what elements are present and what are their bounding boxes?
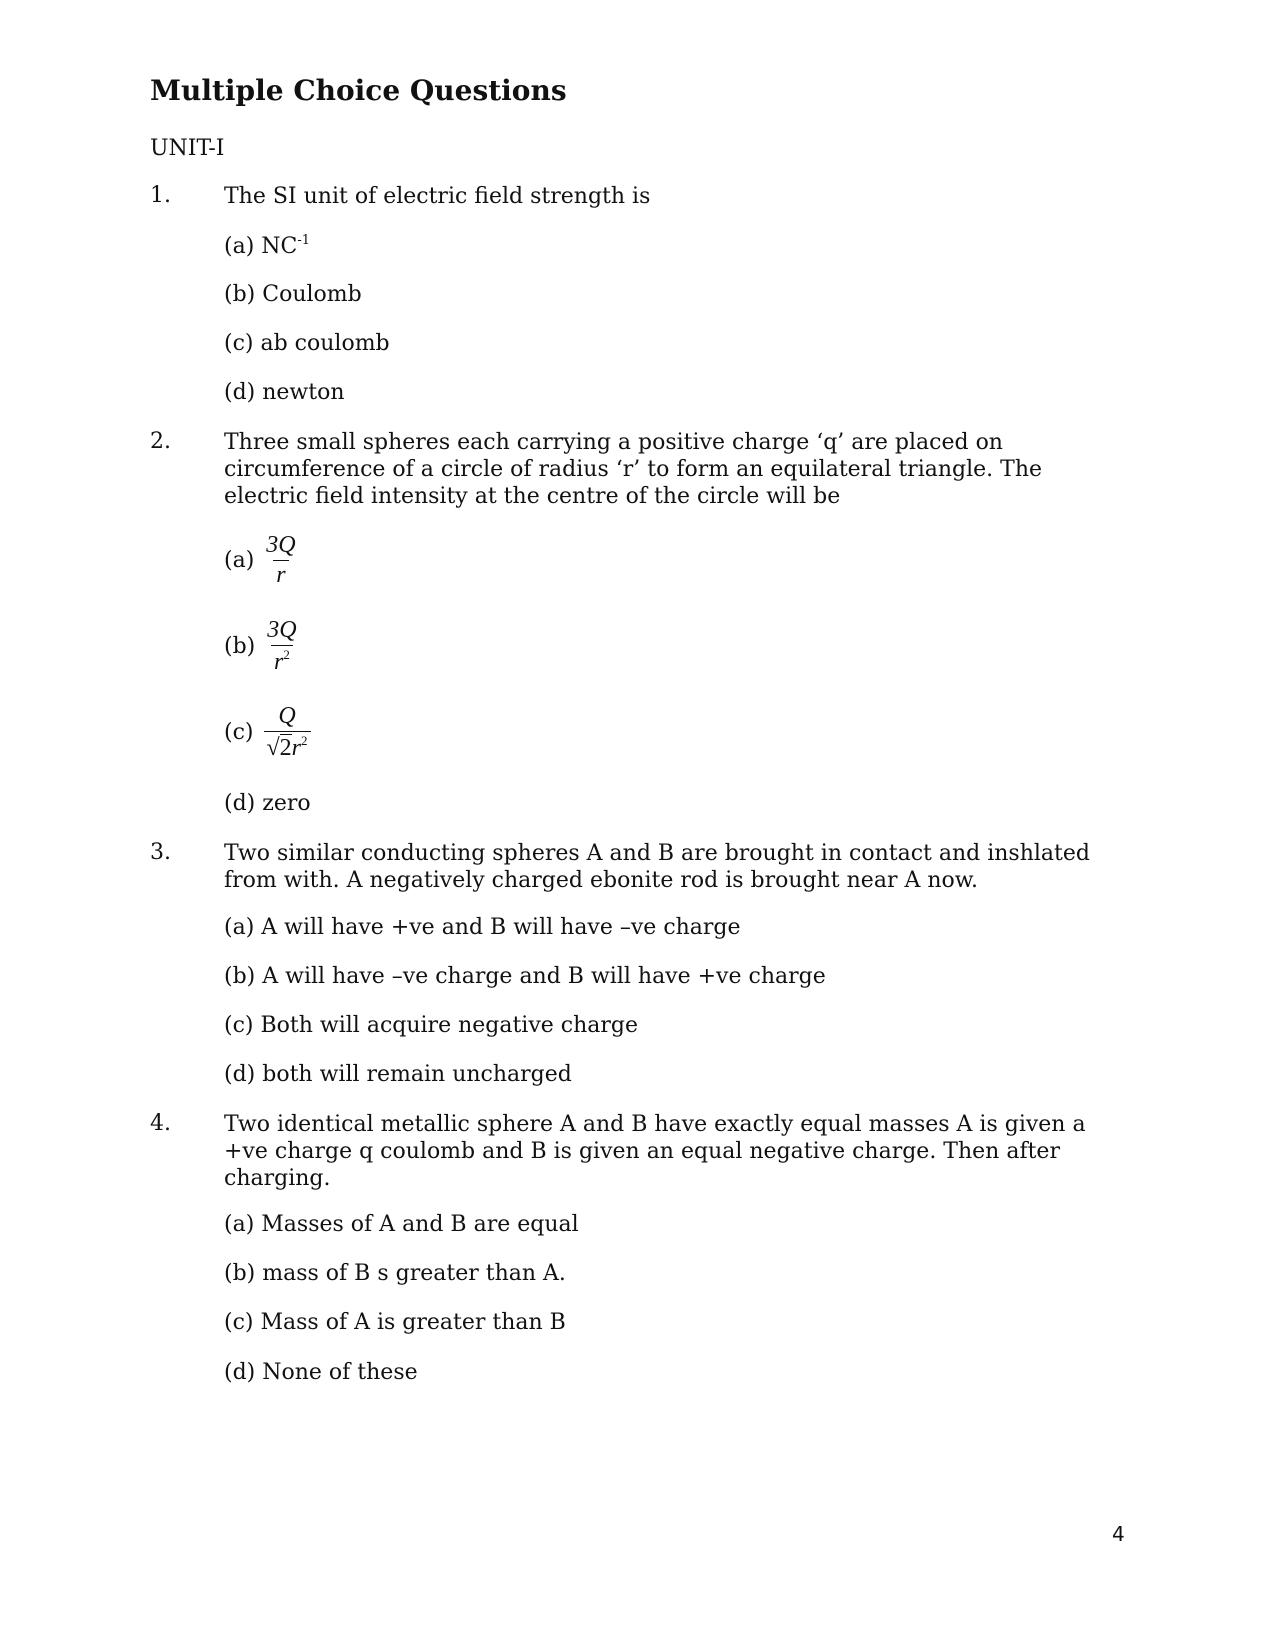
option-1d: (d) newton: [224, 380, 345, 405]
option-3d: (d) both will remain uncharged: [224, 1062, 572, 1087]
option-1b: (b) Coulomb: [224, 282, 362, 307]
numerator: 3Q: [267, 617, 297, 643]
exponent: 2: [283, 647, 290, 662]
page-title: Multiple Choice Questions: [150, 74, 567, 107]
option-4b: (b) mass of B s greater than A.: [224, 1261, 566, 1286]
option-4d: (d) None of these: [224, 1360, 418, 1385]
option-2a: [224, 532, 298, 589]
option-3c: (c) Both will acquire negative charge: [224, 1013, 639, 1038]
option-1c: (c) ab coulomb: [224, 331, 390, 356]
question-number: 3.: [150, 840, 171, 865]
superscript: -1: [297, 233, 311, 248]
question-number: 2.: [150, 429, 171, 454]
question-2: [150, 429, 1130, 510]
denominator-variable: r: [291, 735, 302, 761]
question-1: [150, 183, 1130, 210]
denominator: [273, 560, 288, 589]
question-text: The SI unit of electric field strength is: [224, 184, 651, 209]
fraction: [265, 617, 298, 676]
numerator: Q: [278, 703, 296, 729]
option-2d: (d) zero: [224, 791, 311, 816]
option-label: (b): [224, 634, 256, 659]
question-4: [150, 1111, 1130, 1192]
denominator-variable: r: [274, 649, 284, 675]
question-number: 4.: [150, 1111, 171, 1136]
question-number: 1.: [150, 183, 171, 208]
option-1a: [224, 233, 310, 259]
fraction: [264, 703, 311, 762]
option-label: (a) NC: [224, 234, 298, 259]
denominator-variable: r: [276, 562, 286, 588]
exponent: 2: [301, 733, 308, 748]
option-4c: (c) Mass of A is greater than B: [224, 1310, 566, 1335]
option-label: (c): [224, 720, 254, 745]
option-3a: (a) A will have +ve and B will have –ve charge: [224, 915, 741, 940]
option-2c: [224, 703, 311, 762]
option-label: (a): [224, 548, 255, 573]
question-text: Two similar conducting spheres A and B are brought in contact and inshlated from with. A negatively charged ebonite rod is brought near A now.: [224, 841, 1090, 893]
question-text: Two identical metallic sphere A and B have exactly equal masses A is given a +ve charge q coulomb and B is given an equal negative charge. Then after charging.: [224, 1112, 1086, 1191]
option-3b: (b) A will have –ve charge and B will have +ve charge: [224, 964, 826, 989]
page-number: 4: [1112, 1522, 1125, 1546]
question-3: [150, 840, 1130, 894]
fraction: [264, 532, 297, 589]
radical-sign: √: [266, 735, 280, 761]
option-2b: [224, 617, 299, 676]
option-4a: (a) Masses of A and B are equal: [224, 1212, 579, 1237]
numerator: 3Q: [266, 532, 296, 558]
denominator: [271, 645, 293, 676]
denominator: [264, 731, 311, 762]
unit-heading: UNIT-I: [150, 136, 225, 161]
radicand: 2: [279, 735, 292, 761]
question-text: Three small spheres each carrying a positive charge ‘q’ are placed on circumference of a circle of radius ‘r’ to form an equilateral triangle. The electric field intensity at the centre of the circle will be: [224, 430, 1043, 509]
